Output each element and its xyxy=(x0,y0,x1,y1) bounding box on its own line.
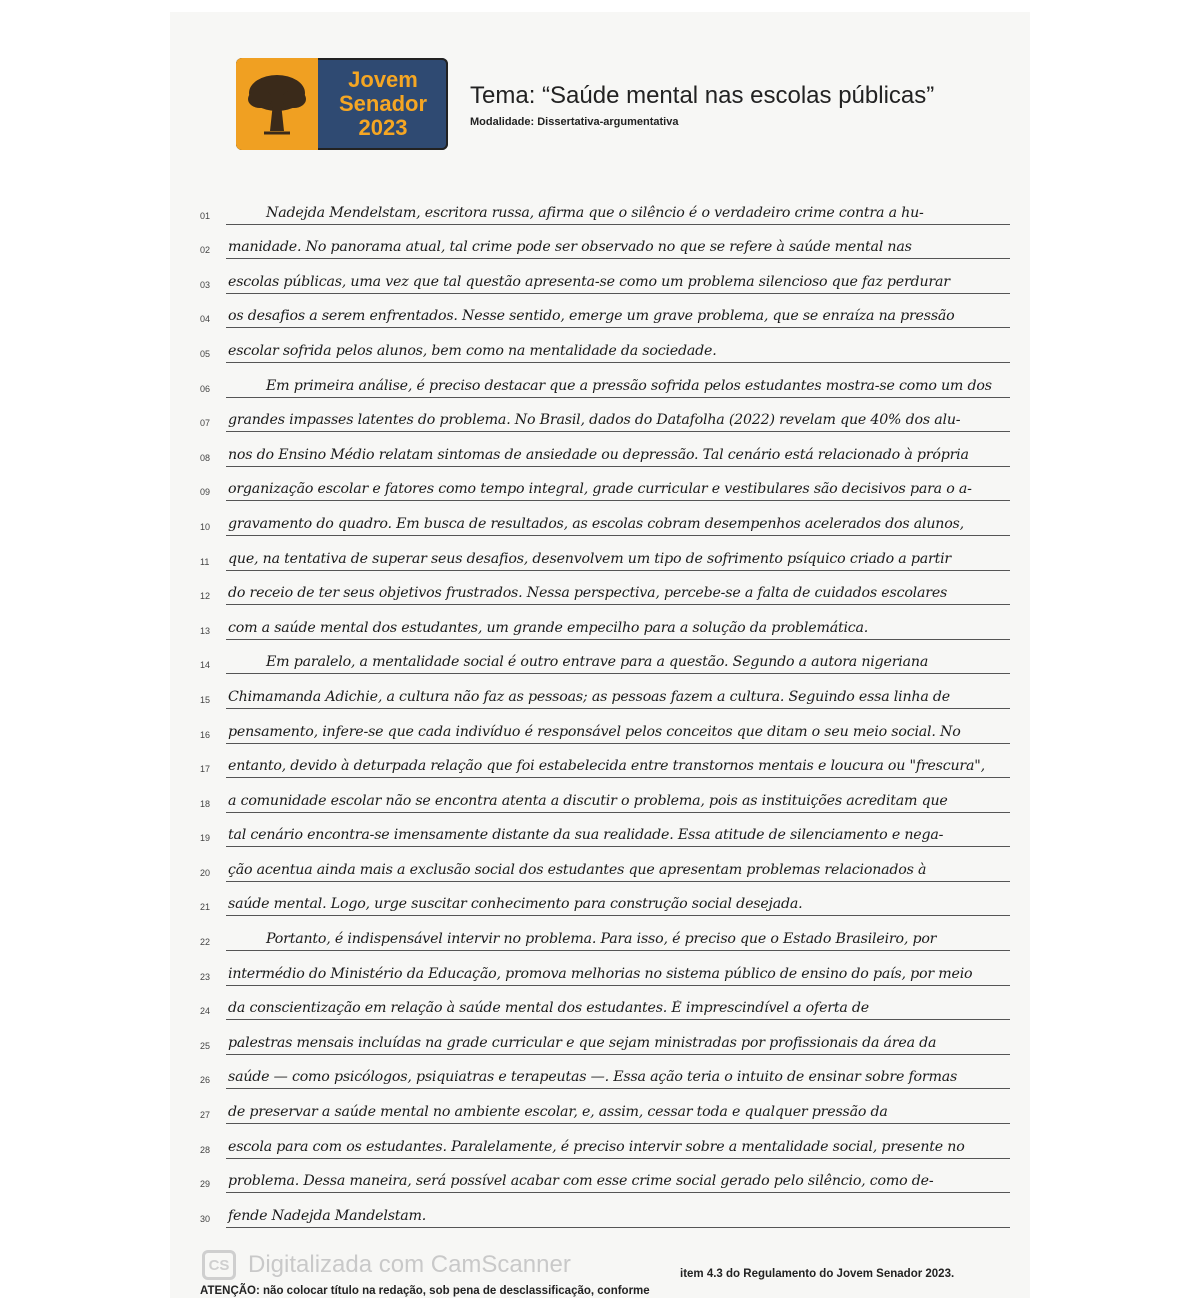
essay-line xyxy=(200,432,1010,467)
essay-line xyxy=(200,501,1010,536)
essay-lines xyxy=(200,190,1010,1228)
line-number: 23 xyxy=(200,971,211,982)
line-number: 06 xyxy=(200,383,211,394)
line-text: gravamento do quadro. Em busca de resultados, as escolas cobram desempenhos acelerados dos alunos, xyxy=(226,516,1010,536)
line-text: saúde mental. Logo, urge suscitar conhecimento para construção social desejada. xyxy=(226,896,1010,916)
line-number: 28 xyxy=(200,1144,211,1155)
footer-regulation: item 4.3 do Regulamento do Jovem Senador 2023. xyxy=(680,1268,955,1280)
logo-line-1: Jovem xyxy=(348,67,418,92)
essay-line xyxy=(200,1193,1010,1228)
tree-icon xyxy=(236,58,318,150)
footer-warning: ATENÇÃO: não colocar título na redação, sob pena de desclassificação, conforme xyxy=(200,1285,650,1297)
line-number: 25 xyxy=(200,1040,211,1051)
essay-line xyxy=(200,744,1010,779)
line-text: ção acentua ainda mais a exclusão social dos estudantes que apresentam problemas relacionados à xyxy=(226,862,1010,882)
essay-line xyxy=(200,225,1010,260)
line-number: 03 xyxy=(200,279,211,290)
logo-line-3: 2023 xyxy=(358,115,408,140)
line-number: 17 xyxy=(200,764,211,775)
line-number: 18 xyxy=(200,798,211,809)
line-text: os desafios a serem enfrentados. Nesse sentido, emerge um grave problema, que se enraíza na pressão xyxy=(226,308,1010,328)
essay-line xyxy=(200,467,1010,502)
line-text: do receio de ter seus objetivos frustrados. Nessa perspectiva, percebe-se a falta de cuidados escolares xyxy=(226,585,1010,605)
line-text: grandes impasses latentes do problema. No Brasil, dados do Datafolha (2022) revelam que 40% dos alu- xyxy=(226,412,1010,432)
logo-line-2: Senador xyxy=(338,91,428,116)
essay-line xyxy=(200,882,1010,917)
line-number: 11 xyxy=(200,556,210,567)
line-number: 07 xyxy=(200,418,211,429)
line-number: 13 xyxy=(200,625,211,636)
line-number: 22 xyxy=(200,937,211,948)
line-text: nos do Ensino Médio relatam sintomas de ansiedade ou depressão. Tal cenário está relacionado à própria xyxy=(226,447,1010,467)
essay-line xyxy=(200,328,1010,363)
line-number: 26 xyxy=(200,1075,211,1086)
line-text: com a saúde mental dos estudantes, um grande empecilho para a solução da problemática. xyxy=(226,620,1010,640)
line-number: 24 xyxy=(200,1006,211,1017)
camscanner-watermark xyxy=(202,1250,571,1280)
line-text: da conscientização em relação à saúde mental dos estudantes. É imprescindível a oferta de xyxy=(226,1000,1010,1020)
line-number: 30 xyxy=(200,1213,211,1224)
line-text: a comunidade escolar não se encontra atenta a discutir o problema, pois as instituições acreditam que xyxy=(226,793,1010,813)
essay-line xyxy=(200,951,1010,986)
line-text: Em paralelo, a mentalidade social é outro entrave para a questão. Segundo a autora nigeriana xyxy=(226,654,1010,674)
line-number: 09 xyxy=(200,487,211,498)
watermark-text: Digitalizada com CamScanner xyxy=(248,1251,571,1278)
essay-line xyxy=(200,536,1010,571)
line-number: 05 xyxy=(200,348,211,359)
line-text: escolar sofrida pelos alunos, bem como na mentalidade da sociedade. xyxy=(226,343,1010,363)
line-number: 14 xyxy=(200,660,211,671)
line-number: 16 xyxy=(200,729,211,740)
essay-line xyxy=(200,1159,1010,1194)
camscanner-icon: CS xyxy=(202,1250,236,1280)
line-number: 15 xyxy=(200,694,211,705)
line-text: que, na tentativa de superar seus desafios, desenvolvem um tipo de sofrimento psíquico criado a partir xyxy=(226,551,1010,571)
essay-line xyxy=(200,363,1010,398)
line-number: 20 xyxy=(200,867,211,878)
line-number: 02 xyxy=(200,245,211,256)
essay-theme: Tema: “Saúde mental nas escolas públicas” xyxy=(470,82,935,109)
line-text: Portanto, é indispensável intervir no problema. Para isso, é preciso que o Estado Brasileiro, por xyxy=(226,931,1010,951)
essay-header xyxy=(470,82,934,128)
line-text: Em primeira análise, é preciso destacar que a pressão sofrida pelos estudantes mostra-se como um dos xyxy=(226,378,1010,398)
essay-line xyxy=(200,778,1010,813)
essay-line xyxy=(200,1089,1010,1124)
essay-line xyxy=(200,813,1010,848)
line-text: de preservar a saúde mental no ambiente escolar, e, assim, cessar toda e qualquer pressão da xyxy=(226,1104,1010,1124)
essay-line xyxy=(200,1020,1010,1055)
line-text: organização escolar e fatores como tempo integral, grade curricular e vestibulares são decisivos para o a- xyxy=(226,481,1010,501)
line-text: pensamento, infere-se que cada indivíduo é responsável pelos conceitos que ditam o seu meio social. No xyxy=(226,724,1010,744)
line-text: palestras mensais incluídas na grade curricular e que sejam ministradas por profissionais da área da xyxy=(226,1035,1010,1055)
essay-line xyxy=(200,605,1010,640)
line-number: 01 xyxy=(200,210,211,221)
line-text: Chimamanda Adichie, a cultura não faz as pessoas; as pessoas fazem a cultura. Seguindo essa linha de xyxy=(226,689,1010,709)
jovem-senador-logo xyxy=(236,58,448,150)
line-number: 08 xyxy=(200,452,211,463)
line-number: 10 xyxy=(200,521,211,532)
essay-line xyxy=(200,709,1010,744)
line-text: tal cenário encontra-se imensamente distante da sua realidade. Essa atitude de silenciamento e nega- xyxy=(226,827,1010,847)
essay-line xyxy=(200,847,1010,882)
essay-line xyxy=(200,916,1010,951)
essay-line xyxy=(200,190,1010,225)
line-text: manidade. No panorama atual, tal crime pode ser observado no que se refere à saúde mental nas xyxy=(226,239,1010,259)
essay-line xyxy=(200,1124,1010,1159)
essay-line xyxy=(200,986,1010,1021)
essay-line xyxy=(200,398,1010,433)
line-number: 19 xyxy=(200,833,211,844)
line-number: 29 xyxy=(200,1179,211,1190)
line-number: 21 xyxy=(200,902,211,913)
line-text: fende Nadejda Mandelstam. xyxy=(226,1208,1010,1228)
essay-line xyxy=(200,259,1010,294)
line-text: entanto, devido à deturpada relação que foi estabelecida entre transtornos mentais e loucura ou "frescura", xyxy=(226,758,1010,778)
line-text: escolas públicas, uma vez que tal questão apresenta-se como um problema silencioso que faz perdurar xyxy=(226,274,1010,294)
essay-line xyxy=(200,571,1010,606)
essay-line xyxy=(200,640,1010,675)
essay-line xyxy=(200,294,1010,329)
essay-modality: Modalidade: Dissertativa-argumentativa xyxy=(470,116,679,128)
line-text: Nadejda Mendelstam, escritora russa, afirma que o silêncio é o verdadeiro crime contra a hu- xyxy=(226,205,1010,225)
line-text: problema. Dessa maneira, será possível acabar com esse crime social gerado pelo silêncio, como de- xyxy=(226,1173,1010,1193)
essay-line xyxy=(200,1055,1010,1090)
essay-line xyxy=(200,674,1010,709)
line-text: intermédio do Ministério da Educação, promova melhorias no sistema público de ensino do país, por meio xyxy=(226,966,1010,986)
line-text: escola para com os estudantes. Paralelamente, é preciso intervir sobre a mentalidade social, presente no xyxy=(226,1139,1010,1159)
line-number: 12 xyxy=(200,591,211,602)
line-number: 27 xyxy=(200,1110,211,1121)
line-number: 04 xyxy=(200,314,211,325)
line-text: saúde — como psicólogos, psiquiatras e terapeutas —. Essa ação teria o intuito de ensinar sobre formas xyxy=(226,1069,1010,1089)
